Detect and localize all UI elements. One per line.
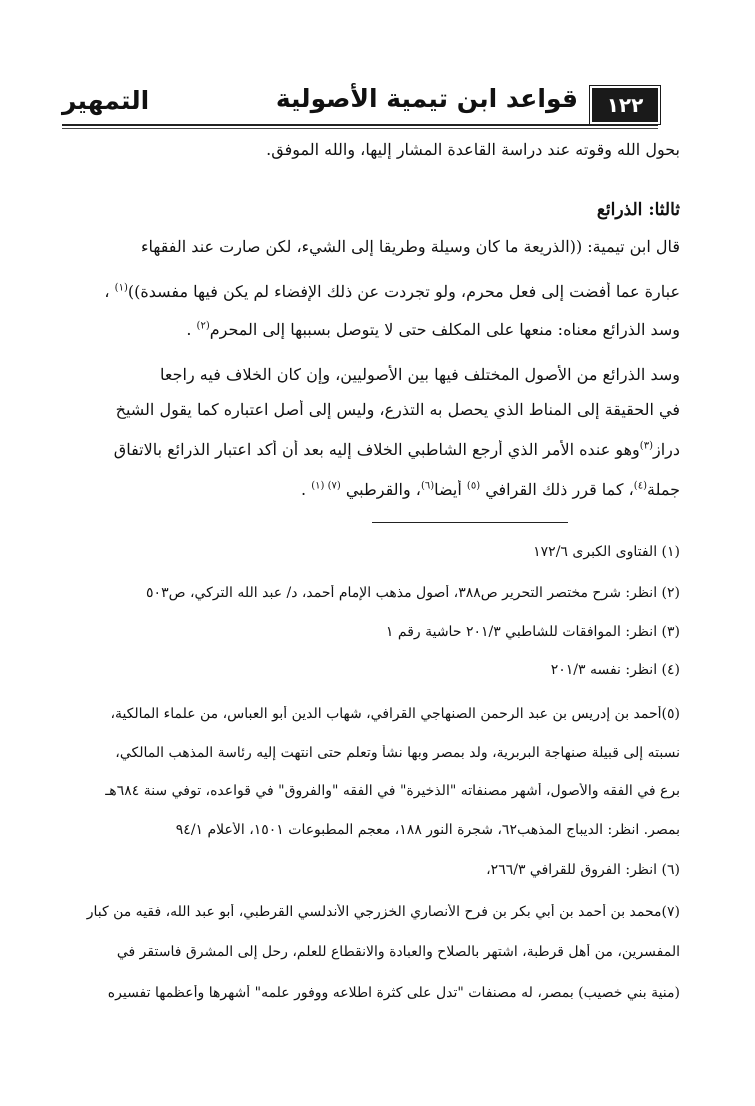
footnote-ref: (٣) (639, 440, 653, 452)
header-rule-thin (62, 128, 658, 129)
footnote-ref: (٤) (633, 480, 647, 492)
footnote-5-line: برع في الفقه والأصول، أشهر مصنفاته "الذخيرة" في الفقه "والفروق" في قواعده، توفي سنة ٦٨٤هـ (105, 783, 680, 799)
footnote-1: (١) الفتاوى الكبرى ١٧٢/٦ (533, 544, 680, 560)
footnote-5-line: نسبته إلى قبيلة صنهاجة البربرية، ولد بمصر وبها نشأ وتعلم حتى انتهت إليه رئاسة المذهب المالكي، (115, 745, 680, 761)
intro-line: بحول الله وقوته عند دراسة القاعدة المشار إليها، والله الموفق. (266, 140, 680, 159)
paragraph-line (62, 320, 680, 339)
paragraph-line: قال ابن تيمية: ((الذريعة ما كان وسيلة وطريقا إلى الشيء، لكن صارت عند الفقهاء (140, 237, 680, 256)
footnote-7-line: (منية بني خصيب) بمصر، له مصنفات "تدل على كثرة اطلاعه ووفور علمه" أشهرها وأعظمها تفسيره (107, 985, 680, 1001)
footnote-3: (٣) انظر: الموافقات للشاطبي ٢٠١/٣ حاشية رقم ١ (385, 624, 680, 640)
paragraph-line: في الحقيقة إلى المناط الذي يحصل به التذرع، وليس إلى أصل اعتباره كما يقول الشيخ (115, 400, 680, 419)
footnote-ref: (٦) (420, 480, 435, 492)
footnote-ref: (٢) (196, 320, 210, 332)
line-text: ، كما قرر ذلك القرافي (485, 480, 634, 499)
book-title: قواعد ابن تيمية الأصولية (275, 84, 578, 113)
line-text: وهو عنده الأمر الذي أرجع الشاطبي الخلاف إليه بعد أن أكد اعتبار الذرائع بالاتفاق (113, 440, 640, 459)
punctuation: . (186, 320, 192, 339)
punctuation: ، (104, 282, 110, 301)
footnote-ref: (٧) (١) (311, 480, 341, 492)
line-text: عبارة عما أفضت إلى فعل محرم، ولو تجردت عن ذلك الإفضاء لم يكن فيها مفسدة)) (127, 282, 680, 301)
paragraph-line (62, 480, 680, 499)
footnote-2: (٢) انظر: شرح مختصر التحرير ص٣٨٨، أصول مذهب الإمام أحمد، د/ عبد الله التركي، ص٥٠٣ (146, 585, 680, 601)
footnote-5-line: (٥)أحمد بن إدريس بن عبد الرحمن الصنهاجي القرافي، شهاب الدين أبو العباس، من علماء المالكية، (110, 706, 680, 722)
footnote-separator (372, 522, 568, 523)
footnote-6: (٦) انظر: الفروق للقرافي ٢٦٦/٣، (486, 862, 680, 878)
line-text: وسد الذرائع معناه: منعها على المكلف حتى لا يتوصل بسببها إلى المحرم (209, 320, 680, 339)
section-heading: ثالثا: الذرائع (596, 200, 680, 220)
line-text: جملة (646, 480, 680, 499)
line-text: ، والقرطبي (345, 480, 421, 499)
header-rule (62, 124, 658, 126)
line-text: أيضا (434, 480, 462, 499)
footnote-ref: (١) (114, 282, 128, 294)
paragraph-line: وسد الذرائع من الأصول المختلف فيها بين الأصوليين، وإن كان الخلاف فيه راجعا (160, 365, 680, 384)
paragraph-line (62, 440, 680, 459)
line-text: دراز (652, 440, 680, 459)
footnote-7-line: المفسرين، من أهل قرطبة، اشتهر بالصلاح والعبادة والانقطاع للعلم، رحل إلى المشرق فاستقر في (116, 944, 680, 960)
page-number: ١٢٢ (592, 88, 658, 122)
footnote-4: (٤) انظر: نفسه ٢٠١/٣ (550, 662, 680, 678)
punctuation: . (301, 480, 307, 499)
paragraph-line (62, 282, 680, 301)
footnote-ref: (٥) (466, 480, 481, 492)
series-logo: التمهير (62, 86, 150, 115)
page-header (62, 84, 658, 124)
footnote-5-line: بمصر. انظر: الديباج المذهب٦٢، شجرة النور ١٨٨، معجم المطبوعات ١٥٠١، الأعلام ٩٤/١ (175, 822, 680, 838)
footnote-7-line: (٧)محمد بن أحمد بن أبي بكر بن فرح الأنصاري الخزرجي الأندلسي القرطبي، أبو عبد الله، فقيه من كبار (86, 904, 680, 920)
